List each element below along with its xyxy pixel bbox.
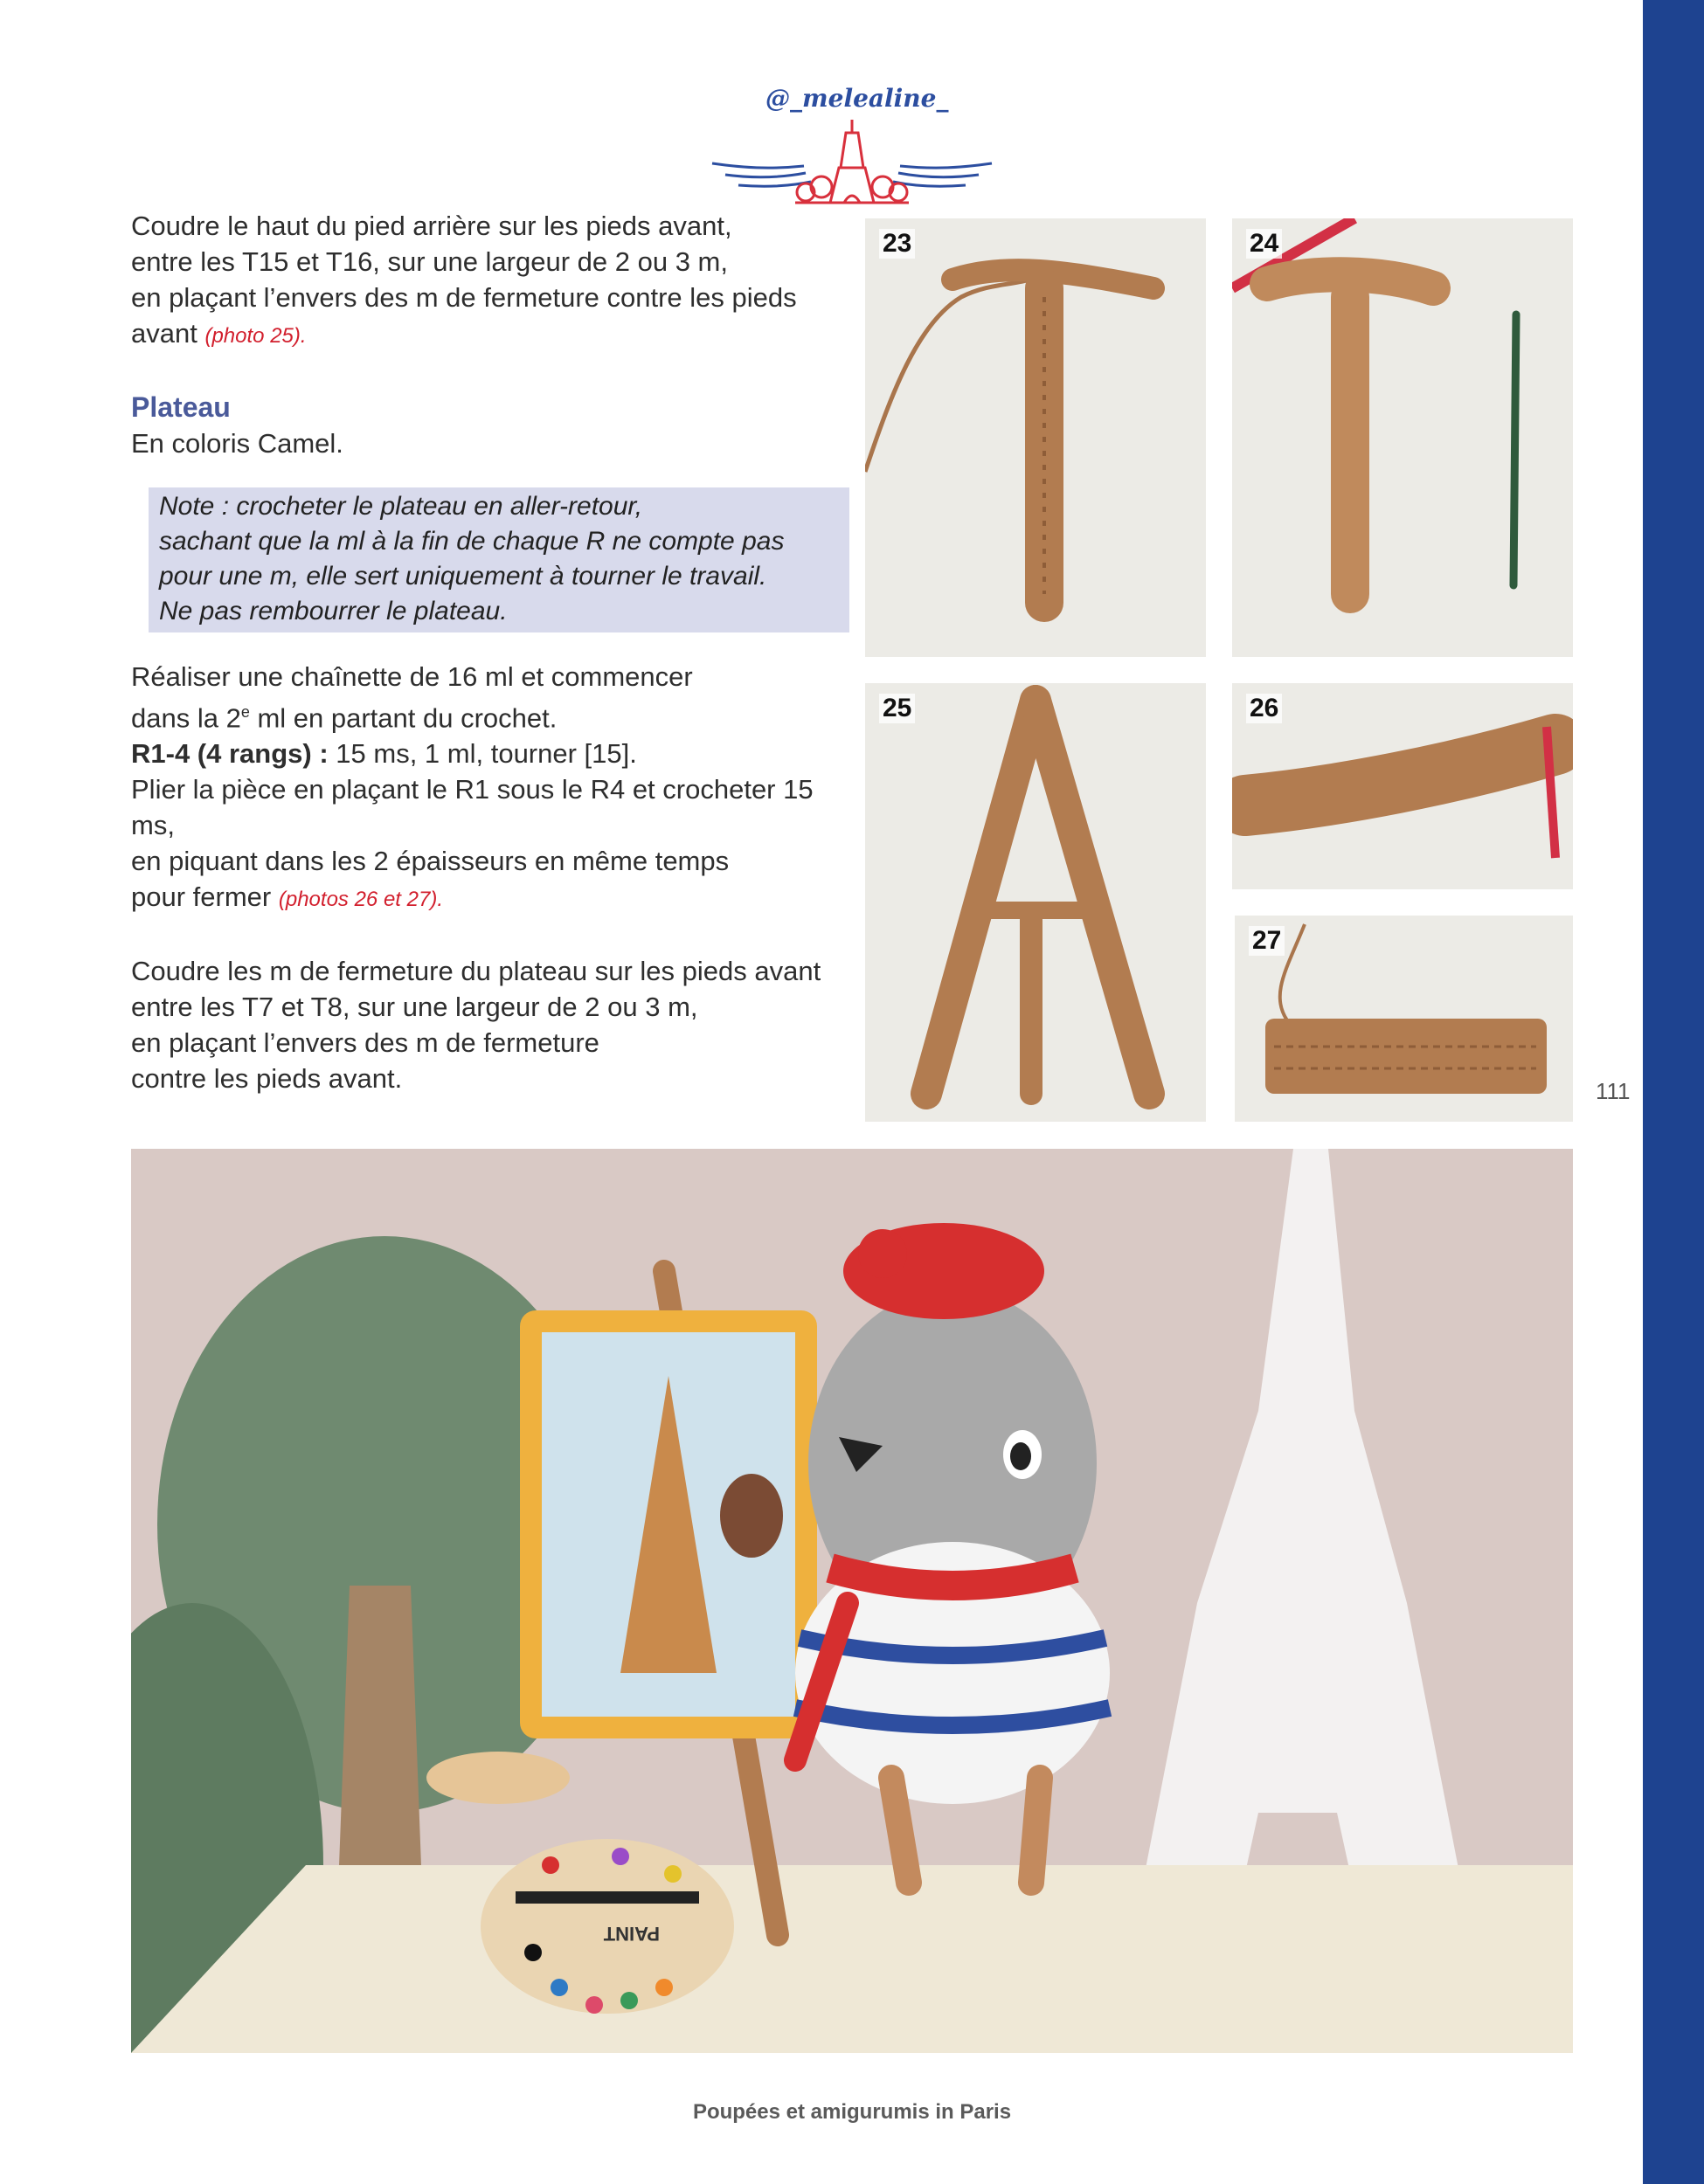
text-fragment: dans la 2: [131, 702, 241, 734]
crochet-flat-tray-image: [1235, 916, 1573, 1122]
row-text: 15 ms, 1 ml, tourner [15].: [328, 738, 637, 770]
photo-number: 25: [879, 694, 915, 723]
superscript: e: [240, 703, 250, 721]
page-number: 111: [1596, 1078, 1631, 1104]
text-line: [131, 695, 839, 736]
note-line: pour une m, elle sert uniquement à tourner le travail.: [159, 562, 767, 591]
photo-number: 24: [1246, 229, 1282, 259]
text-line: [131, 315, 839, 354]
book-title-footer: Poupées et amigurumis in Paris: [692, 2100, 1012, 2124]
photo-number: 27: [1249, 926, 1285, 956]
text-line: contre les pieds avant.: [131, 1063, 403, 1095]
text-line: en plaçant l’envers des m de fermeture: [131, 1027, 599, 1059]
photo-number: 23: [879, 229, 915, 259]
crochet-a-piece-image: [865, 683, 1206, 1122]
note-line: Ne pas rembourrer le plateau.: [159, 597, 508, 625]
pigeon-painter-scene-image: [131, 1149, 1573, 2053]
eiffel-tower-emblem-icon: [708, 115, 996, 211]
step-photo-27: [1235, 916, 1573, 1122]
palette-label: PAINT: [603, 1923, 660, 1945]
designer-handle: @_melealine_: [765, 84, 949, 113]
note-line: Note : crocheter le plateau en aller-retour,: [159, 492, 643, 521]
side-color-band: [1643, 0, 1704, 2184]
main-amigurumi-photo: [131, 1149, 1573, 2053]
step-photo-26: [1232, 683, 1573, 889]
step-photo-25: [865, 683, 1206, 1122]
step-photo-23: [865, 218, 1206, 657]
photo-number: 26: [1246, 694, 1282, 723]
photo-reference: (photo 25).: [204, 324, 307, 348]
text-line: en piquant dans les 2 épaisseurs en même temps: [131, 846, 730, 877]
crochet-t-piece-with-hook-image: [1232, 218, 1573, 657]
crochet-t-piece-image: [865, 218, 1206, 657]
text-line: [131, 879, 839, 917]
photo-reference: (photos 26 et 27).: [278, 888, 443, 912]
text-line: Coudre le haut du pied arrière sur les pieds avant,: [131, 211, 732, 241]
instructions-column: [131, 208, 839, 1096]
crochet-folded-strip-image: [1232, 683, 1573, 889]
text-line: en plaçant l’envers des m de fermeture contre les pieds: [131, 282, 797, 313]
text-line: entre les T15 et T16, sur une largeur de 2 ou 3 m,: [131, 246, 728, 277]
step-photo-24: [1232, 218, 1573, 657]
text-fragment: pour fermer: [131, 881, 272, 913]
text-fragment: ml en partant du crochet.: [249, 702, 558, 734]
note-box: [149, 487, 849, 632]
text-line: Plier la pièce en plaçant le R1 sous le R4 et crocheter 15 ms,: [131, 774, 814, 841]
text-line: Réaliser une chaînette de 16 ml et commencer: [131, 661, 693, 692]
section-heading: Plateau: [131, 391, 231, 423]
text-fragment: avant: [131, 318, 197, 349]
text-line: [131, 736, 839, 771]
text-line: entre les T7 et T8, sur une largeur de 2 ou 3 m,: [131, 992, 698, 1023]
row-label: R1-4 (4 rangs) :: [131, 738, 329, 770]
text-line: Coudre les m de fermeture du plateau sur les pieds avant: [131, 956, 821, 987]
section-subtitle: En coloris Camel.: [131, 428, 343, 459]
note-line: sachant que la ml à la fin de chaque R ne compte pas: [159, 527, 785, 556]
